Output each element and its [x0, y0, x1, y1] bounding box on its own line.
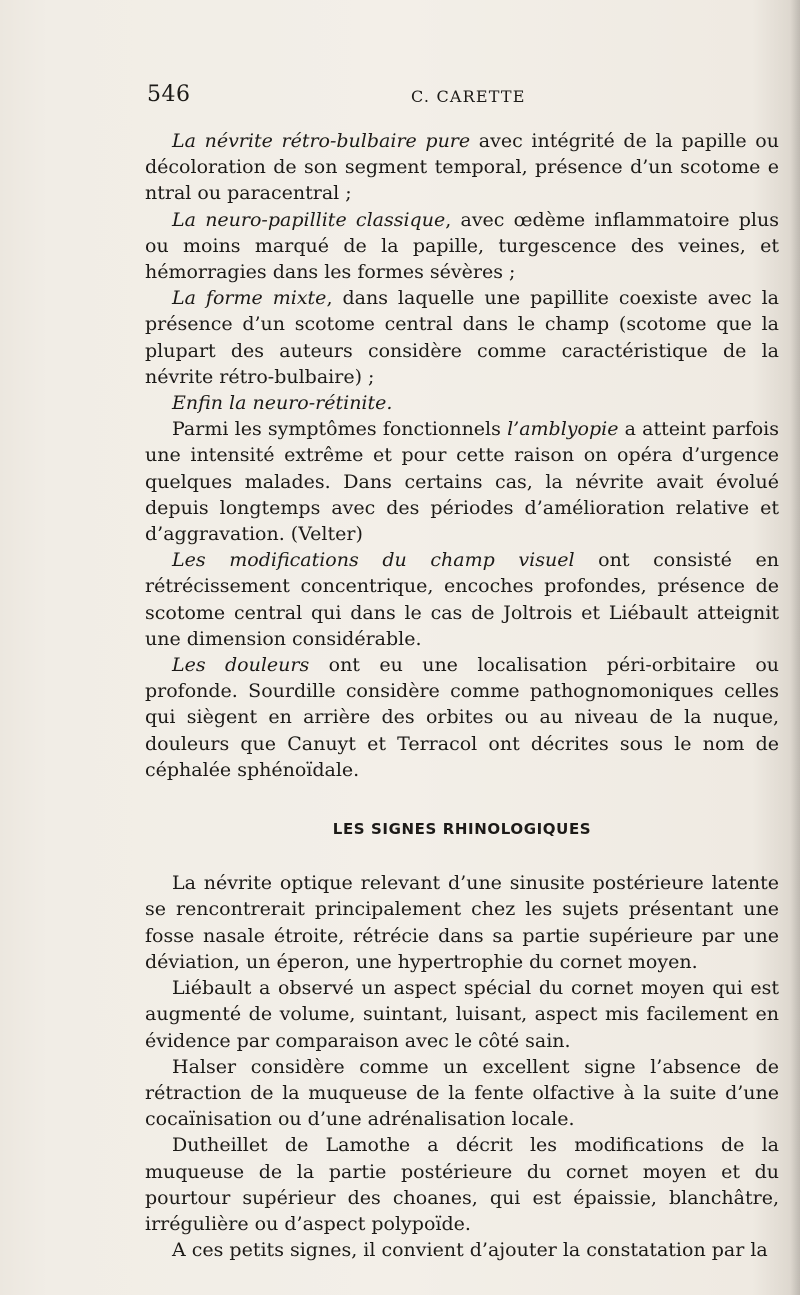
- italic-term: l’amblyopie: [507, 418, 619, 441]
- paragraph: [145, 285, 779, 390]
- paragraph: [145, 652, 779, 783]
- running-head: C. CARETTE: [411, 87, 526, 106]
- paragraph: Liébault a observé un aspect spécial du cornet moyen qui est augmenté de volume, suintant, luisant, aspect mis facilement en évidence par comparaison avec le côté sain.: [145, 977, 779, 1052]
- italic-lead: La forme mixte: [172, 287, 327, 310]
- paragraph-text: a atteint parfois une intensité extrême et pour cette raison on opéra d’urgence quelques malades. Dans certains cas, la névrite avait évolué depuis longtemps avec des périodes d’amélioration relative et d’aggravation. (Velter): [145, 418, 780, 546]
- body-text: [145, 128, 779, 1263]
- paragraph-text: ont eu une localisation péri-orbitaire ou profonde. Sourdille considère comme pathognomoniques celles qui siègent en arrière des orbites ou au niveau de la nuque, douleurs que Canuyt et Terracol ont décrites sous le nom de céphalée sphénoïdale.: [145, 654, 779, 781]
- paragraph-text: , avec œdème inflammatoire plus ou moins marqué de la papille, turgescence des veines, et hémorragies dans les formes sévères ;: [145, 208, 779, 284]
- italic-lead: La neuro-papillite classique: [172, 208, 446, 231]
- paragraph: [145, 390, 779, 416]
- paragraph: [145, 416, 779, 547]
- page-header: [147, 82, 777, 114]
- section-title: LES SIGNES RHINOLOGIQUES: [332, 820, 592, 839]
- paragraph-text: avec intégrité de la papille ou décoloration de son segment temporal, présence d’un scotome e ntral ou paracentral ;: [145, 130, 779, 205]
- italic-lead: Les modifications du champ visuel: [172, 549, 575, 572]
- page-number: 546: [147, 82, 191, 107]
- italic-lead: Les douleurs: [172, 654, 310, 677]
- paragraph: [145, 207, 779, 286]
- paragraph: [145, 547, 779, 652]
- paragraph-text: ont consisté en rétrécissement concentrique, encoches profondes, présence de scotome central qui dans le cas de Joltrois et Liébault atteignit une dimension considérable.: [145, 549, 779, 650]
- paragraph-text: Parmi les symptômes fonctionnels: [172, 418, 508, 441]
- paragraph: Dutheillet de Lamothe a décrit les modifications de la muqueuse de la partie postérieure du cornet moyen et du pourtour supérieur des choanes, qui est épaissie, blanchâtre, irrégulière ou d’aspect polypoïde.: [145, 1134, 779, 1235]
- italic-lead: La névrite rétro-bulbaire pure: [172, 130, 471, 152]
- paragraph-text: , dans laquelle une papillite coexiste avec la présence d’un scotome central dans le champ (scotome que la plupart des auteurs considère comme caractéristique de la névrite rétro-bulbaire) ;: [145, 287, 779, 388]
- paragraph: [145, 128, 779, 207]
- paragraph: A ces petits signes, il convient d’ajouter la constatation par la: [172, 1239, 768, 1262]
- paragraph: La névrite optique relevant d’une sinusite postérieure latente se rencontrerait principalement chez les sujets présentant une fosse nasale étroite, rétrécie dans sa partie supérieure par une déviation, un éperon, une hypertrophie du cornet moyen.: [145, 872, 779, 973]
- italic-lead: Enfin la neuro-rétinite.: [172, 392, 393, 415]
- paragraph: Halser considère comme un excellent signe l’absence de rétraction de la muqueuse de la fente olfactive à la suite d’une cocaïnisation ou d’une adrénalisation locale.: [145, 1055, 779, 1131]
